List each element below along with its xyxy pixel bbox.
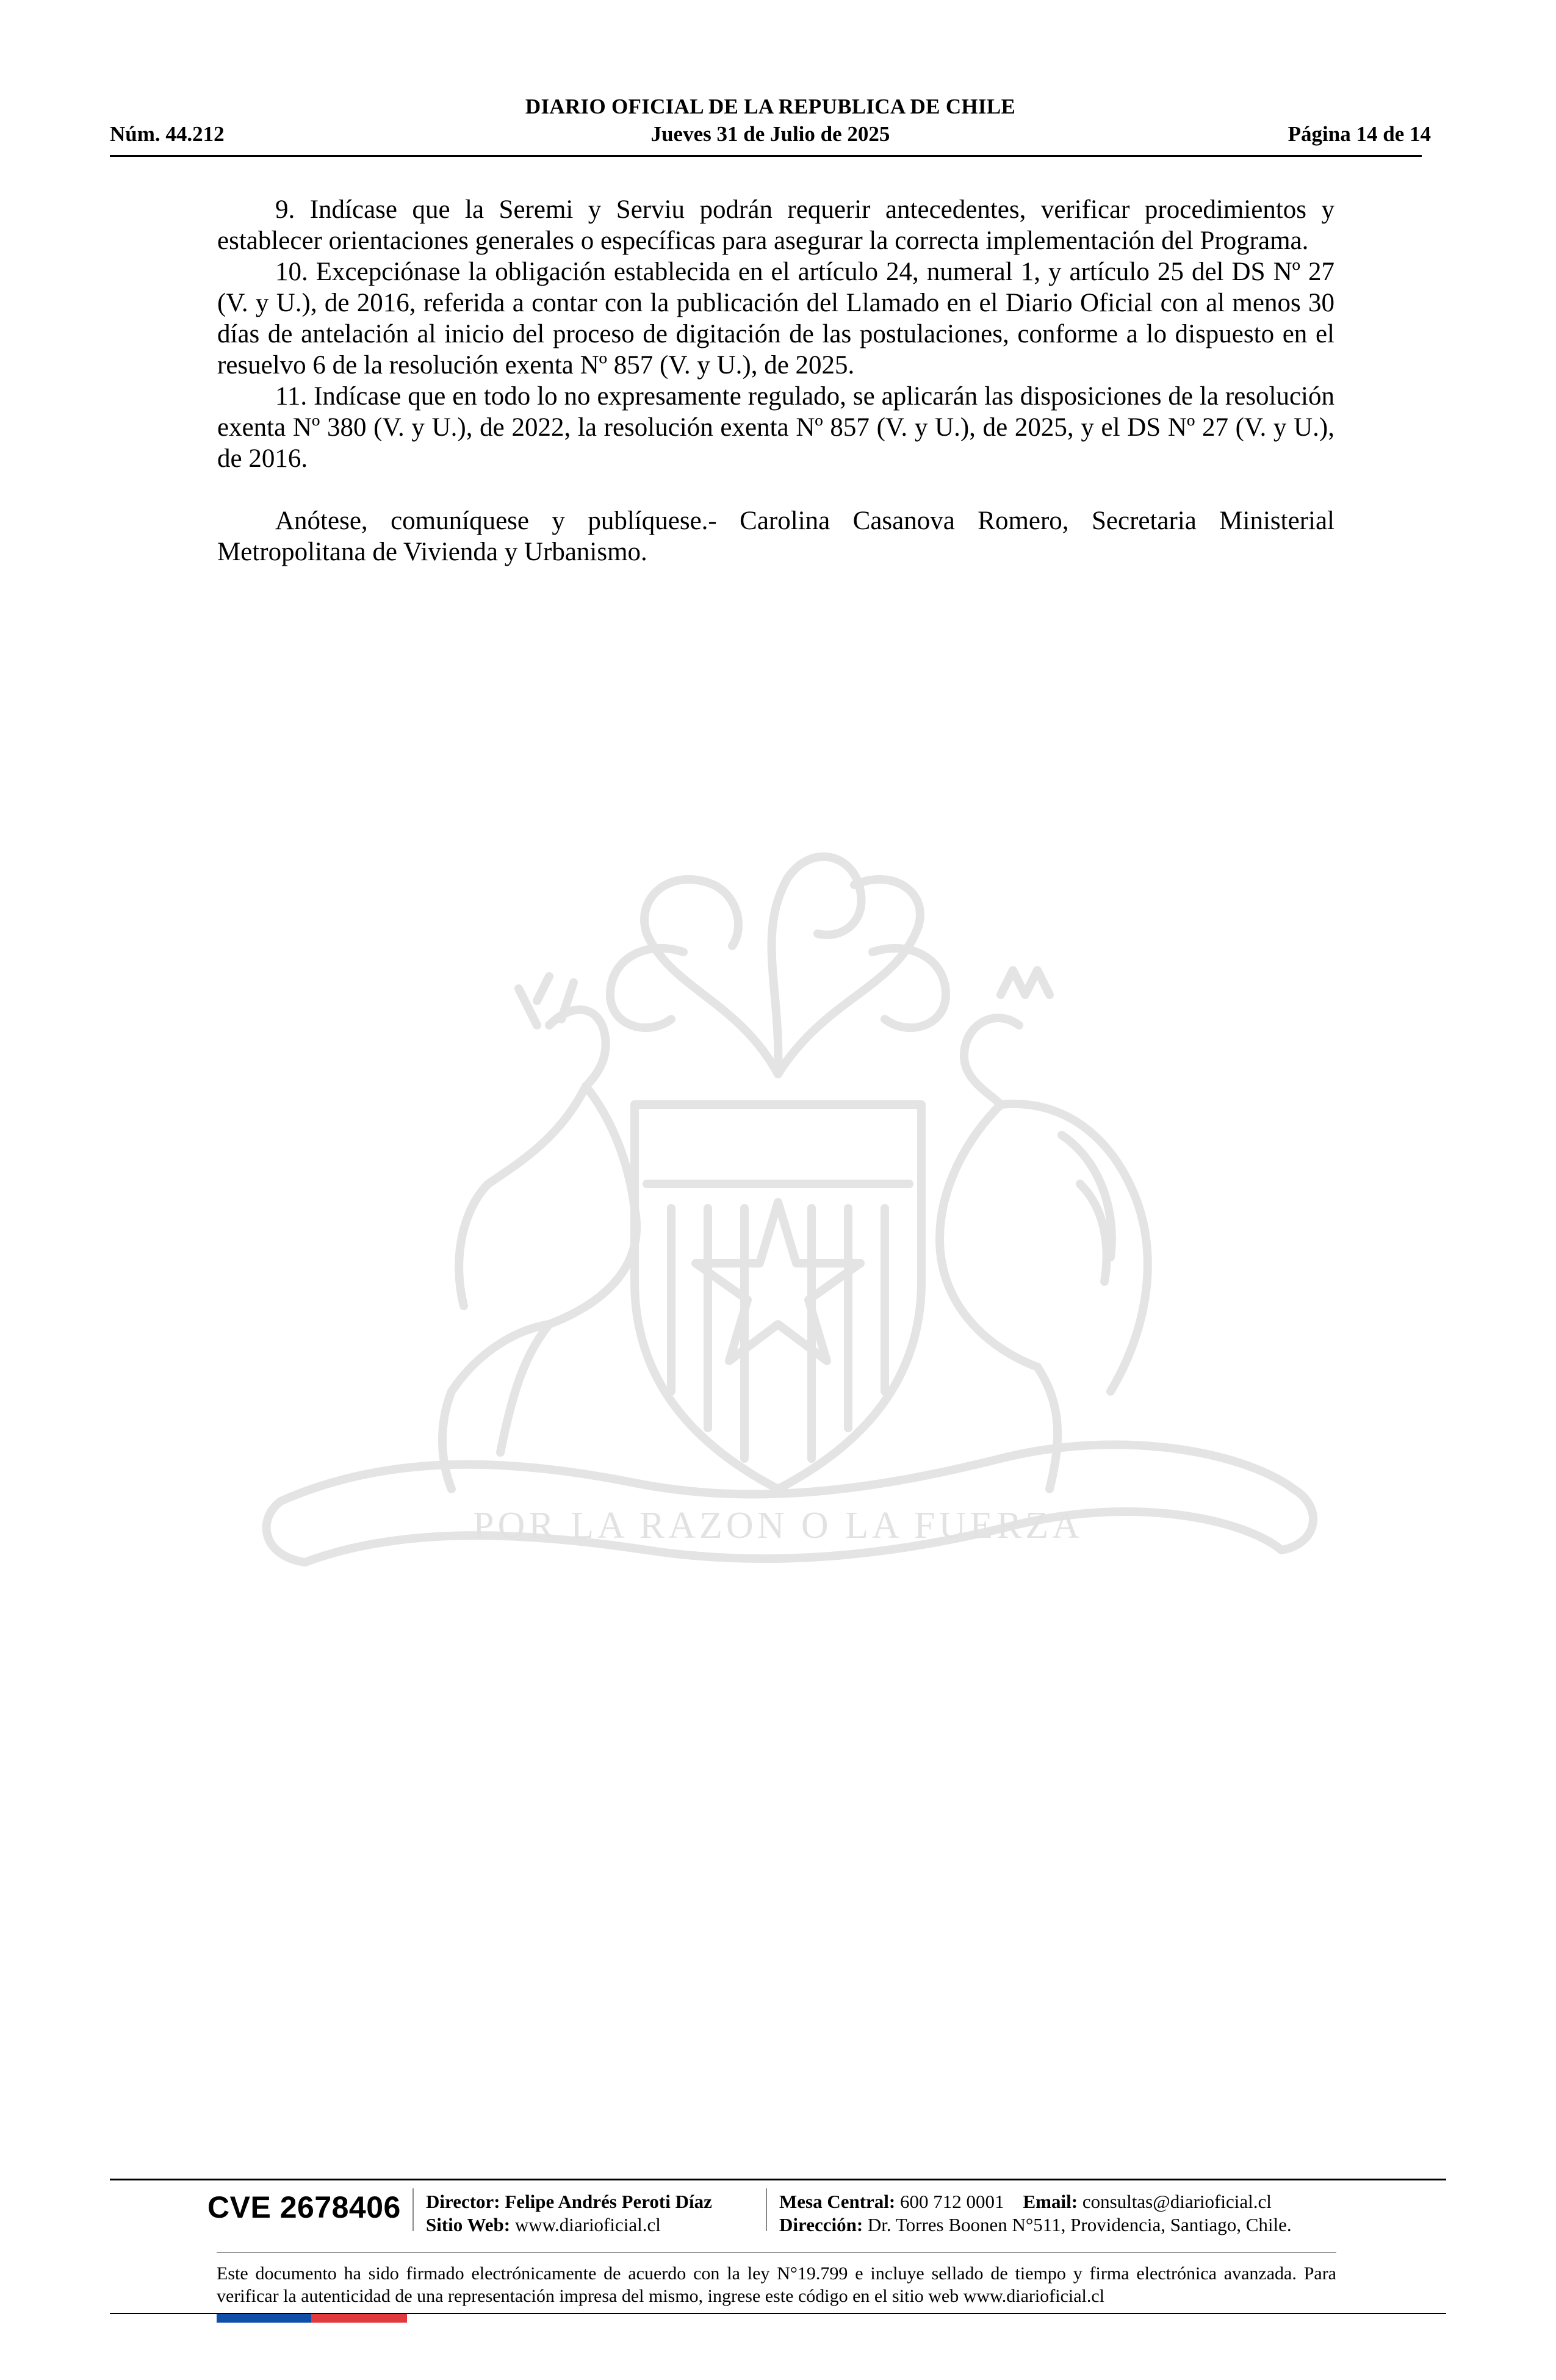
flag-stripe-blue [217,2314,311,2323]
issue-date: Jueves 31 de Julio de 2025 [650,122,890,146]
address-label: Dirección: [779,2214,863,2235]
director-name: Felipe Andrés Peroti Díaz [505,2191,712,2212]
motto-text: POR LA RAZON O LA FUERZA [472,1505,1084,1546]
phone-number: 600 712 0001 [900,2191,1004,2212]
email-link[interactable]: consultas@diarioficial.cl [1082,2191,1272,2212]
website-label: Sitio Web: [426,2214,511,2235]
address-text: Dr. Torres Boonen N°511, Providencia, Santiago, Chile. [867,2214,1292,2235]
legal-notice: Este documento ha sido firmado electrónicamente de acuerdo con la ley N°19.799 e incluye sellado de tiempo y firma electrónica avanzada. Para verificar la autenticidad de una representación impresa del mismo, ingrese este código en el sitio web www.diarioficial.cl [217,2263,1336,2306]
paragraph-11: 11. Indícase que en todo lo no expresamente regulado, se aplicarán las disposiciones de la resolución exenta Nº 380 (V. y U.), de 2022, la resolución exenta Nº 857 (V. y U.), de 2025, y el DS Nº 27 (V. y U.), de 2016. [217,382,1334,473]
closing-signature: Anótese, comuníquese y publíquese.- Carolina Casanova Romero, Secretaria Ministerial Metropolitana de Vivienda y Urbanismo. [217,507,1334,566]
director-block [426,2190,712,2237]
director-label: Director: [426,2191,500,2212]
email-label: Email: [1023,2191,1078,2212]
paragraph-10: 10. Excepciónase la obligación establecida en el artículo 24, numeral 1, y artículo 25 del DS Nº 27 (V. y U.), de 2016, referida a contar con la publicación del Llamado en el Diario Oficial con al menos 30 días de antelación al inicio del proceso de digitación de las postulaciones, conforme a lo dispuesto en el resuelvo 6 de la resolución exenta Nº 857 (V. y U.), de 2025. [217,258,1334,380]
chile-coat-of-arms-icon [207,842,1349,1660]
cve-code: CVE 2678406 [207,2190,401,2224]
website-link[interactable]: www.diarioficial.cl [514,2214,661,2235]
page-header [110,95,1431,156]
paragraph-9: 9. Indícase que la Seremi y Serviu podrán requerir antecedentes, verificar procedimientos y establecer orientaciones generales o específicas para asegurar la correcta implementación del Programa. [217,195,1334,255]
contact-block [779,2190,1292,2237]
footer-separator [766,2188,767,2231]
issue-number: Núm. 44.212 [110,122,225,146]
resolution-body [217,194,1334,568]
header-divider [110,155,1422,157]
footer-inner-divider [217,2252,1336,2253]
page-number: Página 14 de 14 [1288,122,1431,146]
footer-separator [412,2188,414,2231]
phone-label: Mesa Central: [779,2191,896,2212]
footer-top-divider [110,2179,1446,2180]
newspaper-title: DIARIO OFICIAL DE LA REPUBLICA DE CHILE [525,95,1016,118]
flag-stripe-red [311,2314,407,2323]
